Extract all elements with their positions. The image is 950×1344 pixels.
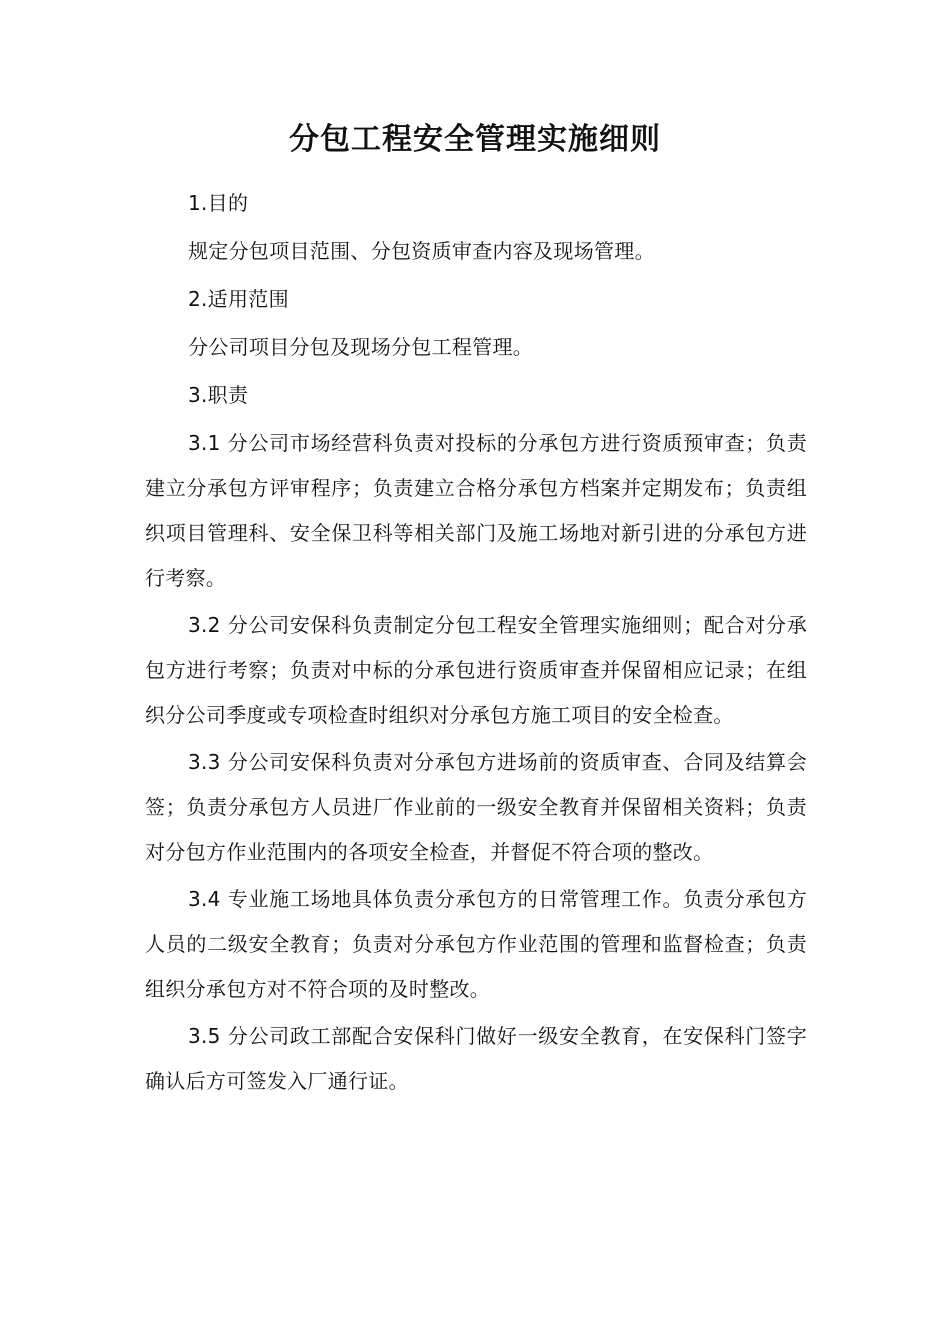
- paragraph-duty-3-5: 3.5 分公司政工部配合安保科门做好一级安全教育，在安保科门签字确认后方可签发入厂通行证。: [145, 1024, 807, 1093]
- section-heading-duties: 3.职责: [188, 383, 249, 407]
- paragraph-scope: 分公司项目分包及现场分包工程管理。: [188, 335, 534, 359]
- paragraph-duty-3-1: 3.1 分公司市场经营科负责对投标的分承包方进行资质预审查；负责建立分承包方评审程序；负责建立合格分承包方档案并定期发布；负责组织项目管理科、安全保卫科等相关部门及施工场地对新引进的分承包方进行考察。: [145, 431, 807, 590]
- document-body: [145, 181, 807, 1106]
- paragraph-duty-3-3: 3.3 分公司安保科负责对分承包方进场前的资质审查、合同及结算会签；负责分承包方人员进厂作业前的一级安全教育并保留相关资料；负责对分包方作业范围内的各项安全检查，并督促不符合项的整改。: [145, 750, 807, 864]
- section-heading-scope: 2.适用范围: [188, 287, 289, 311]
- section-heading-purpose: 1.目的: [188, 191, 249, 215]
- paragraph-duty-3-2: 3.2 分公司安保科负责制定分包工程安全管理实施细则；配合对分承包方进行考察；负责对中标的分承包进行资质审查并保留相应记录；在组织分公司季度或专项检查时组织对分承包方施工项目的安全检查。: [145, 613, 807, 727]
- paragraph-duty-3-4: 3.4 专业施工场地具体负责分承包方的日常管理工作。负责分承包方人员的二级安全教育；负责对分承包方作业范围的管理和监督检查；负责组织分承包方对不符合项的及时整改。: [145, 887, 807, 1001]
- document-title: 分包工程安全管理实施细则: [289, 122, 661, 157]
- paragraph-purpose: 规定分包项目范围、分包资质审查内容及现场管理。: [188, 239, 655, 263]
